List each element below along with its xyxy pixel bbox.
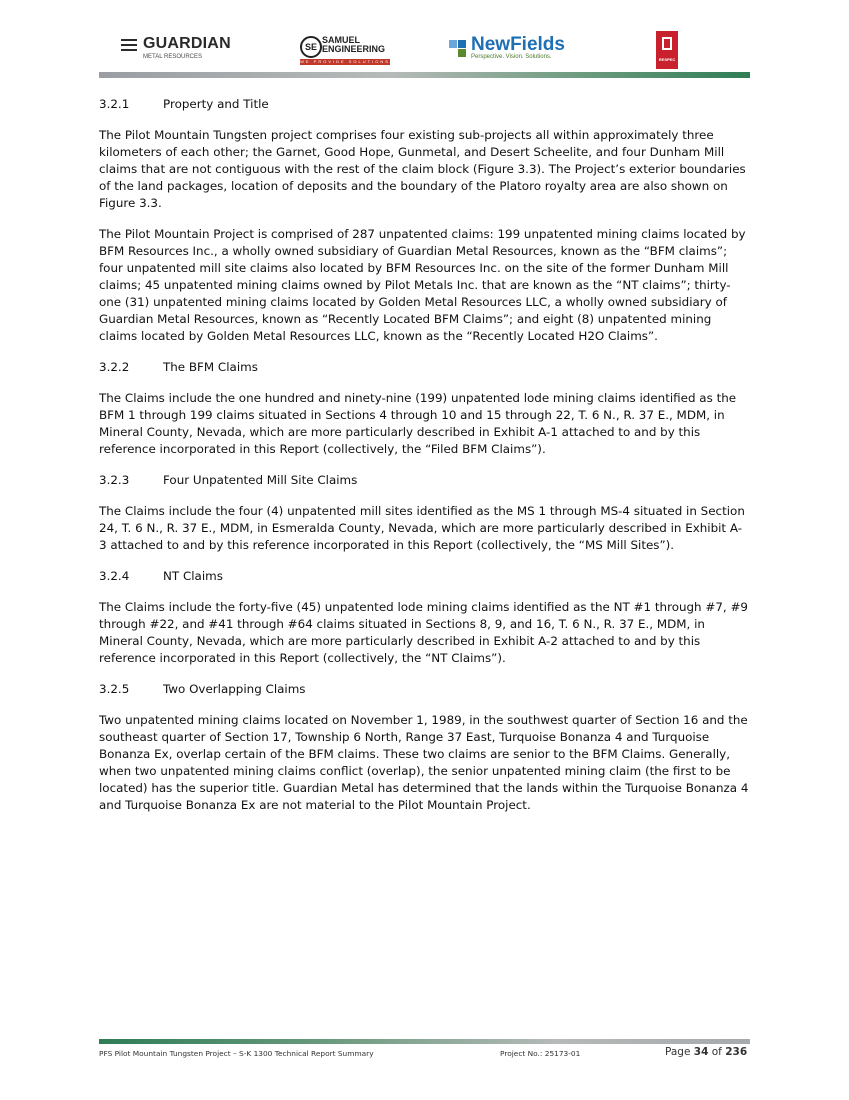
section-number: 3.2.3 xyxy=(99,473,130,487)
page-prefix: Page xyxy=(665,1046,691,1058)
samuel-logo-text xyxy=(322,36,385,54)
page-of: of xyxy=(711,1046,722,1058)
newfields-logo-tagline: Perspective. Vision. Solutions. xyxy=(471,54,552,60)
guardian-logo-name: GUARDIAN xyxy=(143,35,231,52)
footer-divider xyxy=(99,1039,750,1044)
section-number: 3.2.4 xyxy=(99,569,130,583)
footer-report-title: PFS Pilot Mountain Tungsten Project – S-K 1300 Technical Report Summary xyxy=(99,1049,374,1058)
samuel-logo-tagline: WE PROVIDE SOLUTIONS xyxy=(300,59,390,64)
footer-project-number: Project No.: 25173-01 xyxy=(500,1049,581,1058)
body-paragraph: The Claims include the forty-five (45) unpatented lode mining claims identified as the NT #1 through #7, #9 through #22, and #41 through #64 claims situated in Sections 8, 9, and 16, T. 6 N., R. 37 E., MDM, in Mineral County, Nevada, which are more particularly described in Exhibit A-2 attached to and by this reference incorporated in this Report (collectively, the “NT Claims”). xyxy=(99,600,748,665)
document-body xyxy=(99,96,749,828)
newfields-squares-icon xyxy=(449,40,467,58)
samuel-logo-line1: SAMUEL xyxy=(322,35,360,45)
body-paragraph: The Pilot Mountain Project is comprised of 287 unpatented claims: 199 unpatented mining claims located by BFM Resources Inc., a wholly owned subsidiary of Guardian Metal Resources, known as the “BFM claims”; four unpatented mill site claims also located by BFM Resources Inc. on the site of the former Dunham Mill claims; 45 unpatented mining claims owned by Pilot Metals Inc. that are known as the “NT claims”; thirty-one (31) unpatented mining claims located by Golden Metal Resources LLC, a wholly owned subsidiary of Guardian Metal Resources, known as “Recently Located BFM Claims”; and eight (8) unpatented mining claims located by Golden Metal Resources LLC, known as the “Recently Located H2O Claims”. xyxy=(99,227,746,343)
body-paragraph: The Pilot Mountain Tungsten project comprises four existing sub-projects all within approximately three kilometers of each other; the Garnet, Good Hope, Gunmetal, and Desert Scheelite, and four Dunham Mill claims that are not contiguous with the rest of the claim block (Figure 3.3). The Project’s exterior boundaries of the land packages, location of deposits and the boundary of the Platoro royalty area are also shown on Figure 3.3. xyxy=(99,128,746,210)
samuel-logo-line2: ENGINEERING xyxy=(322,44,386,54)
section-title: Property and Title xyxy=(163,97,269,111)
body-paragraph: Two unpatented mining claims located on November 1, 1989, in the southwest quarter of Section 16 and the southeast quarter of Section 17, Township 6 North, Range 37 East, Turquoise Bonanza 4 and Turquoise Bonanza Ex, overlap certain of the BFM claims. These two claims are senior to the BFM Claims. Generally, when two unpatented mining claims conflict (overlap), the senior unpatented mining claim (the first to be located) has the superior title. Guardian Metal has determined that the lands within the Turquoise Bonanza 4 and Turquoise Bonanza Ex are not material to the Pilot Mountain Project. xyxy=(99,713,749,812)
section-heading xyxy=(99,472,749,489)
body-paragraph: The Claims include the one hundred and ninety-nine (199) unpatented lode mining claims identified as the BFM 1 through 199 claims situated in Sections 4 through 10 and 15 through 22, T. 6 N., R. 37 E., MDM, in Mineral County, Nevada, which are more particularly described in Exhibit A-1 attached to and by this reference incorporated in this Report (collectively, the “Filed BFM Claims”). xyxy=(99,391,737,456)
respec-logo xyxy=(656,31,678,69)
section-heading xyxy=(99,359,749,376)
section-heading xyxy=(99,681,749,698)
section-title: The BFM Claims xyxy=(163,360,258,374)
body-paragraph: The Claims include the four (4) unpatented mill sites identified as the MS 1 through MS-4 situated in Section 24, T. 6 N., R. 37 E., MDM, in Esmeralda County, Nevada, which are more particularly described in Exhibit A-3 attached to and by this reference incorporated in this Report (collectively, the “MS Mill Sites”). xyxy=(99,504,745,552)
page-current: 34 xyxy=(693,1046,709,1058)
section-number: 3.2.2 xyxy=(99,360,130,374)
section-number: 3.2.1 xyxy=(99,97,130,111)
se-circle-icon: SE xyxy=(300,36,322,58)
header-divider xyxy=(99,72,750,78)
respec-logo-name: RESPEC xyxy=(658,57,676,62)
section-title: Four Unpatented Mill Site Claims xyxy=(163,473,358,487)
section-title: Two Overlapping Claims xyxy=(163,682,306,696)
section-heading xyxy=(99,96,749,113)
guardian-mark-icon xyxy=(121,39,137,51)
section-title: NT Claims xyxy=(163,569,223,583)
page-total: 236 xyxy=(725,1046,748,1058)
footer-page-number xyxy=(665,1046,747,1058)
guardian-logo-subtitle: METAL RESOURCES xyxy=(143,54,203,60)
newfields-logo-name: NewFields xyxy=(471,34,565,55)
respec-mark-icon xyxy=(662,37,672,50)
section-heading xyxy=(99,568,749,585)
section-number: 3.2.5 xyxy=(99,682,130,696)
